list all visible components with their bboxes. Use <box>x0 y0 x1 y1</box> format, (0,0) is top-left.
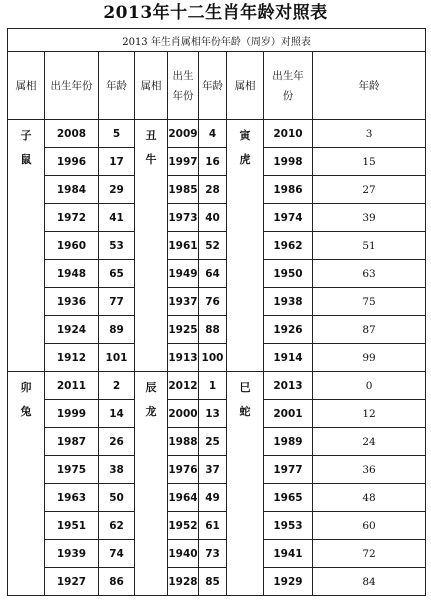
age-cell: 65 <box>99 260 135 288</box>
age-cell: 60 <box>313 512 426 540</box>
zodiac-char: 兔 <box>20 405 32 418</box>
birth-year-cell: 1986 <box>264 176 313 204</box>
table-row <box>8 232 426 260</box>
age-cell: 75 <box>313 288 426 316</box>
header-age: 年龄 <box>313 52 426 120</box>
birth-year-cell: 2013 <box>264 372 313 400</box>
zodiac-cell <box>227 120 264 372</box>
age-cell: 39 <box>313 204 426 232</box>
age-cell: 50 <box>99 484 135 512</box>
table-row <box>8 344 426 372</box>
header-birth-year-line2: 年份 <box>172 89 194 102</box>
age-cell: 89 <box>99 316 135 344</box>
age-cell: 77 <box>99 288 135 316</box>
table-row <box>8 288 426 316</box>
age-cell: 87 <box>313 316 426 344</box>
zodiac-cell <box>8 372 45 596</box>
age-cell: 3 <box>313 120 426 148</box>
age-cell: 25 <box>199 428 227 456</box>
birth-year-cell: 1961 <box>168 232 199 260</box>
age-cell: 5 <box>99 120 135 148</box>
age-cell: 63 <box>313 260 426 288</box>
birth-year-cell: 1989 <box>264 428 313 456</box>
age-cell: 41 <box>99 204 135 232</box>
age-cell: 99 <box>313 344 426 372</box>
birth-year-cell: 1988 <box>168 428 199 456</box>
birth-year-cell: 1924 <box>45 316 99 344</box>
header-birth-year <box>264 52 313 120</box>
zodiac-age-table <box>7 28 426 596</box>
birth-year-cell: 1997 <box>168 148 199 176</box>
birth-year-cell: 1965 <box>264 484 313 512</box>
age-cell: 12 <box>313 400 426 428</box>
birth-year-cell: 2011 <box>45 372 99 400</box>
birth-year-cell: 1913 <box>168 344 199 372</box>
birth-year-cell: 1928 <box>168 568 199 596</box>
table-row <box>8 400 426 428</box>
table-subtitle: 2013 年生肖属相年份年龄（周岁）对照表 <box>8 29 426 52</box>
header-age: 年龄 <box>199 52 227 120</box>
birth-year-cell: 2010 <box>264 120 313 148</box>
birth-year-cell: 1939 <box>45 540 99 568</box>
birth-year-cell: 1938 <box>264 288 313 316</box>
zodiac-char: 虎 <box>239 153 251 166</box>
table-row <box>8 456 426 484</box>
zodiac-cell <box>135 372 168 596</box>
header-birth-year-line1: 出生 <box>172 69 194 82</box>
age-cell: 27 <box>313 176 426 204</box>
table-row <box>8 568 426 596</box>
table-row <box>8 148 426 176</box>
birth-year-cell: 1926 <box>264 316 313 344</box>
age-cell: 17 <box>99 148 135 176</box>
zodiac-char: 寅 <box>239 129 251 142</box>
birth-year-cell: 1925 <box>168 316 199 344</box>
birth-year-cell: 1962 <box>264 232 313 260</box>
age-cell: 101 <box>99 344 135 372</box>
age-cell: 24 <box>313 428 426 456</box>
birth-year-cell: 1952 <box>168 512 199 540</box>
table-row <box>8 484 426 512</box>
birth-year-cell: 1975 <box>45 456 99 484</box>
birth-year-cell: 1985 <box>168 176 199 204</box>
birth-year-cell: 1960 <box>45 232 99 260</box>
birth-year-cell: 1996 <box>45 148 99 176</box>
birth-year-cell: 1950 <box>264 260 313 288</box>
age-cell: 74 <box>99 540 135 568</box>
birth-year-cell: 2012 <box>168 372 199 400</box>
table-row <box>8 316 426 344</box>
zodiac-char: 鼠 <box>20 153 32 166</box>
birth-year-cell: 2009 <box>168 120 199 148</box>
age-cell: 16 <box>199 148 227 176</box>
age-cell: 51 <box>313 232 426 260</box>
age-cell: 86 <box>99 568 135 596</box>
age-cell: 1 <box>199 372 227 400</box>
age-cell: 4 <box>199 120 227 148</box>
birth-year-cell: 2000 <box>168 400 199 428</box>
header-birth-year <box>168 52 199 120</box>
zodiac-char: 龙 <box>145 405 157 418</box>
age-cell: 62 <box>99 512 135 540</box>
zodiac-char: 蛇 <box>239 405 251 418</box>
birth-year-cell: 1953 <box>264 512 313 540</box>
header-row <box>8 52 426 120</box>
table-row <box>8 512 426 540</box>
zodiac-char: 卯 <box>20 381 32 394</box>
table-row <box>8 428 426 456</box>
age-cell: 61 <box>199 512 227 540</box>
birth-year-cell: 1936 <box>45 288 99 316</box>
birth-year-cell: 1977 <box>264 456 313 484</box>
birth-year-cell: 1937 <box>168 288 199 316</box>
birth-year-cell: 2001 <box>264 400 313 428</box>
zodiac-cell <box>135 120 168 372</box>
birth-year-cell: 1974 <box>264 204 313 232</box>
page-title: 2013年十二生肖年龄对照表 <box>103 3 328 23</box>
birth-year-cell: 1929 <box>264 568 313 596</box>
age-cell: 73 <box>199 540 227 568</box>
header-age: 年龄 <box>99 52 135 120</box>
birth-year-cell: 1999 <box>45 400 99 428</box>
age-cell: 76 <box>199 288 227 316</box>
birth-year-cell: 1912 <box>45 344 99 372</box>
birth-year-cell: 1948 <box>45 260 99 288</box>
age-cell: 15 <box>313 148 426 176</box>
age-cell: 52 <box>199 232 227 260</box>
age-cell: 26 <box>99 428 135 456</box>
birth-year-cell: 1949 <box>168 260 199 288</box>
age-cell: 2 <box>99 372 135 400</box>
age-cell: 53 <box>99 232 135 260</box>
birth-year-cell: 2008 <box>45 120 99 148</box>
age-cell: 48 <box>313 484 426 512</box>
zodiac-char: 辰 <box>145 381 157 394</box>
age-cell: 72 <box>313 540 426 568</box>
birth-year-cell: 1973 <box>168 204 199 232</box>
age-cell: 37 <box>199 456 227 484</box>
birth-year-cell: 1940 <box>168 540 199 568</box>
age-cell: 40 <box>199 204 227 232</box>
birth-year-cell: 1987 <box>45 428 99 456</box>
birth-year-cell: 1914 <box>264 344 313 372</box>
age-cell: 84 <box>313 568 426 596</box>
zodiac-cell <box>8 120 45 372</box>
birth-year-cell: 1963 <box>45 484 99 512</box>
table-row <box>8 372 426 400</box>
header-zodiac: 属相 <box>227 52 264 120</box>
age-cell: 88 <box>199 316 227 344</box>
header-birth-year-line2: 份 <box>282 89 294 102</box>
table-row <box>8 120 426 148</box>
birth-year-cell: 1998 <box>264 148 313 176</box>
birth-year-cell: 1972 <box>45 204 99 232</box>
age-cell: 49 <box>199 484 227 512</box>
header-birth-year: 出生年份 <box>45 52 99 120</box>
birth-year-cell: 1984 <box>45 176 99 204</box>
table-row <box>8 540 426 568</box>
birth-year-cell: 1927 <box>45 568 99 596</box>
age-cell: 36 <box>313 456 426 484</box>
birth-year-cell: 1951 <box>45 512 99 540</box>
age-cell: 100 <box>199 344 227 372</box>
table-row <box>8 176 426 204</box>
table-row <box>8 204 426 232</box>
header-birth-year-line1: 出生年 <box>272 69 304 82</box>
age-cell: 13 <box>199 400 227 428</box>
birth-year-cell: 1976 <box>168 456 199 484</box>
header-zodiac: 属相 <box>8 52 45 120</box>
age-cell: 64 <box>199 260 227 288</box>
age-cell: 38 <box>99 456 135 484</box>
birth-year-cell: 1964 <box>168 484 199 512</box>
zodiac-char: 巳 <box>239 381 251 394</box>
age-cell: 28 <box>199 176 227 204</box>
zodiac-char: 子 <box>20 129 32 142</box>
table-row <box>8 260 426 288</box>
age-cell: 14 <box>99 400 135 428</box>
birth-year-cell: 1941 <box>264 540 313 568</box>
zodiac-char: 丑 <box>145 129 157 142</box>
zodiac-char: 牛 <box>145 153 157 166</box>
age-cell: 85 <box>199 568 227 596</box>
zodiac-cell <box>227 372 264 596</box>
age-cell: 0 <box>313 372 426 400</box>
age-cell: 29 <box>99 176 135 204</box>
header-zodiac: 属相 <box>135 52 168 120</box>
